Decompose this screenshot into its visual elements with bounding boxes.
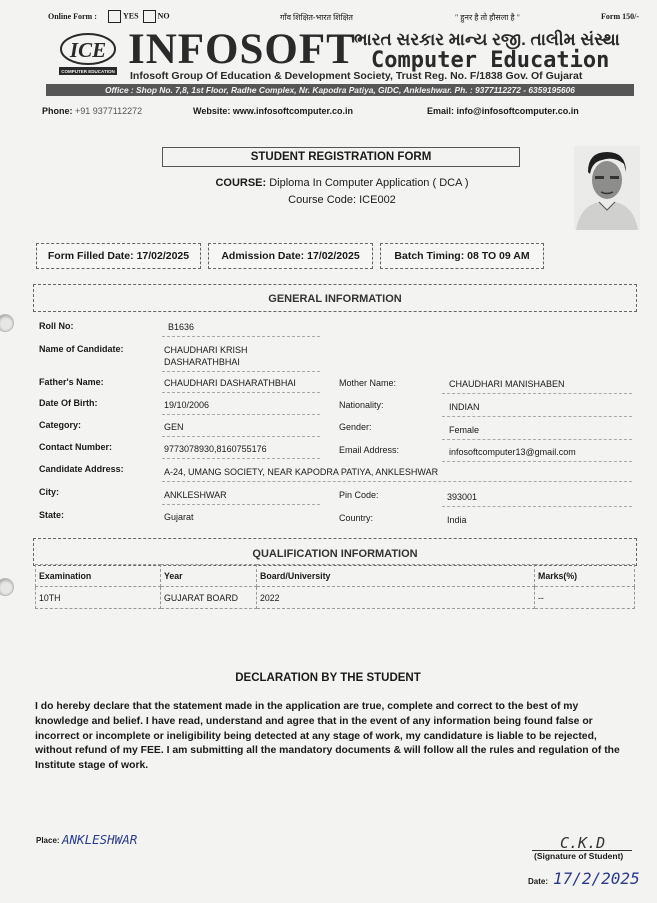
punch-hole: [0, 314, 14, 332]
cell-year: GUJARAT BOARD: [161, 587, 257, 609]
general-info-title: GENERAL INFORMATION: [268, 293, 402, 305]
cell-examination: 10TH: [36, 587, 161, 609]
state-value: Gujarat: [164, 512, 194, 522]
qualification-header: [33, 538, 637, 566]
qualification-title: QUALIFICATION INFORMATION: [252, 548, 418, 560]
category-value: GEN: [164, 422, 184, 432]
form-fee: Form 150/-: [601, 12, 639, 21]
society-line: Infosoft Group Of Education & Development Society, Trust Reg. No. F/1838 Gov. Of Gujarat: [130, 70, 583, 82]
country-value: India: [447, 515, 467, 525]
yes-label: YES: [123, 11, 139, 21]
roll-no-label: Roll No:: [39, 321, 74, 331]
place-label: Place:: [36, 836, 60, 845]
signature-label: (Signature of Student): [534, 851, 624, 861]
form-title: STUDENT REGISTRATION FORM: [162, 147, 520, 167]
header-year: Year: [161, 565, 257, 587]
dob-value: 19/10/2006: [164, 400, 210, 410]
website-label: Website:: [193, 106, 231, 116]
nationality-value: INDIAN: [449, 402, 480, 412]
phone-value: +91 9377112272: [75, 106, 143, 116]
email-address-label: Email Address:: [339, 445, 400, 455]
mother-name-label: Mother Name:: [339, 378, 397, 388]
ice-logo: [58, 31, 118, 76]
logo-text: ICE: [69, 38, 107, 62]
student-signature: C.K.D: [560, 834, 606, 852]
course-line: [172, 177, 512, 189]
country-label: Country:: [339, 513, 374, 523]
contact-label: Contact Number:: [39, 442, 113, 452]
hindi-slogan-right: " हुनर है तो हौसला है ": [455, 13, 520, 22]
father-name-value: CHAUDHARI DASHARATHBHAI: [164, 378, 296, 388]
form-filled-label: Form Filled Date:: [47, 250, 134, 262]
course-label: COURSE:: [215, 177, 267, 189]
course-value: Diploma In Computer Application ( DCA ): [269, 177, 469, 189]
city-value: ANKLESHWAR: [164, 490, 227, 500]
gender-label: Gender:: [339, 422, 372, 432]
admission-value: 17/02/2025: [307, 250, 360, 262]
hindi-slogan-left: गाँव शिक्षित-भारत शिक्षित: [280, 13, 353, 22]
gender-value: Female: [449, 425, 480, 435]
email-address-value: infosoftcomputer13@gmail.com: [449, 447, 576, 457]
phone-label: Phone:: [42, 106, 73, 116]
office-address: Office : Shop No. 7,8, 1st Floor, Radhe Complex, Nr. Kapodra Patiya, GIDC, Ankleshwar. Ph. : 9377112272 - 6359195606: [46, 84, 634, 96]
candidate-name-line2: DASHARATHBHAI: [164, 357, 240, 367]
no-checkbox[interactable]: [143, 10, 156, 23]
website-link[interactable]: www.infosoftcomputer.co.in: [232, 106, 354, 116]
punch-hole: [0, 578, 14, 596]
pin-code-value: 393001: [447, 492, 478, 502]
brand-name: INFOSOFT: [128, 26, 356, 73]
state-label: State:: [39, 510, 65, 520]
phone: [42, 106, 142, 116]
pin-code-label: Pin Code:: [339, 490, 379, 500]
email-label: Email:: [427, 106, 455, 116]
table-header-row: [36, 565, 635, 587]
date-label: Date:: [528, 877, 549, 886]
form-filled-date: [36, 243, 201, 269]
batch-label: Batch Timing:: [394, 250, 465, 262]
course-code-line: [172, 194, 512, 206]
header-top-line: [48, 12, 639, 26]
nationality-label: Nationality:: [339, 400, 384, 410]
general-info-header: [33, 284, 637, 312]
cell-marks: --: [535, 587, 635, 609]
course-code-label: Course Code:: [288, 194, 357, 206]
form-filled-value: 17/02/2025: [136, 250, 190, 262]
city-label: City:: [39, 487, 59, 497]
qualification-table: [35, 564, 635, 609]
mother-name-value: CHAUDHARI MANISHABEN: [449, 379, 565, 389]
admission-date: [208, 243, 373, 269]
tagline: Computer Education: [371, 48, 610, 73]
address-value: A-24, UMANG SOCIETY, NEAR KAPODRA PATIYA, ANKLESHWAR: [164, 467, 439, 477]
declaration-title: DECLARATION BY THE STUDENT: [235, 672, 421, 684]
contact-value: 9773078930,8160755176: [164, 444, 267, 454]
email: [427, 106, 579, 116]
header-board: Board/University: [257, 565, 535, 587]
dob-label: Date Of Birth:: [39, 398, 98, 408]
cell-board: 2022: [257, 587, 535, 609]
date-value: 17/2/2025: [553, 869, 640, 888]
online-form-options: [106, 10, 170, 23]
table-row: [36, 587, 635, 609]
address-label: Candidate Address:: [39, 464, 124, 474]
no-label: NO: [157, 11, 170, 21]
candidate-name-line1: CHAUDHARI KRISH: [164, 345, 248, 355]
declaration-text: I do hereby declare that the statement made in the application are true, complete and correct to the best of my knowledge and belief. I have read, understand and agree that in the event of any information being found false or incorrect or incomplete or ineligibility being detected at any stage of work, my candidature is liable to be rejected, without refund of my FEE. I am submitting all the mandatory documents & will follow all the rules and regulation of the Institute stage of work.: [35, 701, 620, 772]
batch-value: 08 TO 09 AM: [467, 250, 530, 262]
gujarati-tagline: ભારત સરકાર માન્ય રજી. તાલીમ સંસ્થા: [354, 30, 620, 49]
course-code-value: ICE002: [359, 194, 396, 206]
place-value: ANKLESHWAR: [62, 832, 138, 847]
roll-no-value: B1636: [168, 322, 195, 332]
admission-label: Admission Date:: [221, 250, 305, 262]
online-form-label: Online Form :: [48, 12, 97, 21]
header-marks: Marks(%): [535, 565, 635, 587]
yes-checkbox[interactable]: [108, 10, 121, 23]
student-photo: [574, 146, 640, 230]
logo-subtext: COMPUTER EDUCATION: [61, 69, 115, 74]
batch-timing: [380, 243, 544, 269]
header-examination: Examination: [36, 565, 161, 587]
father-name-label: Father's Name:: [39, 377, 104, 387]
candidate-name-label: Name of Candidate:: [39, 344, 124, 354]
category-label: Category:: [39, 420, 82, 430]
website: [193, 106, 353, 116]
email-link[interactable]: info@infosoftcomputer.co.in: [456, 106, 579, 116]
